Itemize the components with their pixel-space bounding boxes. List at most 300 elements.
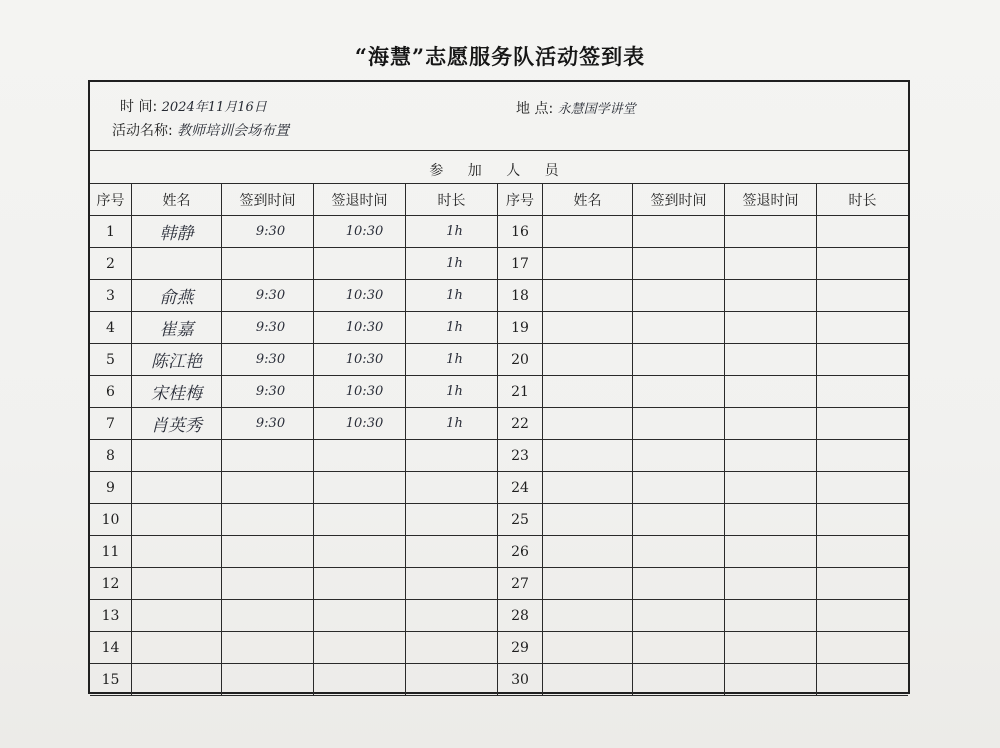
right-duration-value: [817, 408, 908, 439]
table-cell: [314, 440, 406, 472]
table-cell: [90, 504, 132, 536]
left-duration-value: 1h: [446, 224, 463, 239]
table-cell: [817, 248, 908, 280]
table-cell: [543, 632, 633, 664]
left-duration-value: 1h: [446, 384, 463, 399]
column-header-cell: [90, 184, 132, 216]
right-participant-name: [543, 280, 632, 311]
table-cell: [132, 536, 222, 568]
table-cell: [132, 632, 222, 664]
right-participant-name: [543, 440, 632, 471]
table-cell: [725, 568, 817, 600]
right-row-number: 20: [511, 351, 529, 368]
left-participant-name: [132, 248, 221, 279]
left-sign-in-time: 9:30: [255, 320, 286, 335]
table-cell: [314, 472, 406, 504]
table-cell: [633, 568, 725, 600]
table-cell: [222, 280, 314, 312]
right-duration-value: [817, 664, 908, 695]
table-cell: [725, 248, 817, 280]
right-row-number: 17: [511, 255, 529, 272]
table-cell: [633, 280, 725, 312]
table-cell: [222, 568, 314, 600]
left-duration-value: [406, 632, 497, 663]
table-cell: [406, 376, 498, 408]
table-cell: [725, 440, 817, 472]
right-participant-name: [543, 472, 632, 503]
table-cell: [314, 632, 406, 664]
table-cell: [90, 632, 132, 664]
right-sign-out-time: [725, 632, 816, 663]
column-header-cell: [498, 184, 543, 216]
table-cell: [222, 504, 314, 536]
left-sign-in-time: 9:30: [255, 416, 286, 431]
left-participant-name: 宋桂梅: [151, 384, 202, 404]
table-cell: [725, 376, 817, 408]
table-cell: [725, 632, 817, 664]
table-cell: [406, 280, 498, 312]
left-duration-value: [406, 536, 497, 567]
table-cell: [498, 344, 543, 376]
sheet-title: “海慧”志愿服务队活动签到表: [354, 44, 646, 69]
table-cell: [314, 408, 406, 440]
table-cell: [222, 344, 314, 376]
right-duration-header: 时长: [848, 192, 877, 209]
table-cell: [314, 376, 406, 408]
right-participant-name: [543, 216, 632, 247]
left-sign-out-time: 10:30: [345, 288, 384, 303]
table-cell: [222, 632, 314, 664]
table-cell: [543, 440, 633, 472]
right-participant-name: [543, 568, 632, 599]
table-cell: [90, 376, 132, 408]
table-cell: [543, 376, 633, 408]
table-cell: [222, 408, 314, 440]
left-participant-name: 韩静: [159, 224, 194, 244]
table-cell: [498, 440, 543, 472]
time-value: 2024年11月16日: [161, 100, 267, 115]
table-cell: [498, 248, 543, 280]
left-duration-value: 1h: [446, 416, 463, 431]
right-sign-in-time: [633, 216, 724, 247]
table-cell: [314, 344, 406, 376]
table-cell: [725, 216, 817, 248]
left-duration-value: 1h: [446, 320, 463, 335]
right-sign-out-time: [725, 568, 816, 599]
right-sign-out-time: [725, 312, 816, 343]
table-cell: [817, 664, 908, 696]
table-cell: [498, 504, 543, 536]
table-cell: [132, 440, 222, 472]
table-cell: [314, 248, 406, 280]
table-cell: [406, 568, 498, 600]
table-cell: [406, 344, 498, 376]
table-cell: [222, 536, 314, 568]
left-duration-value: [406, 664, 497, 695]
left-sign-in-time: [222, 440, 313, 471]
table-cell: [406, 504, 498, 536]
right-row-number: 21: [511, 383, 529, 400]
table-cell: [633, 600, 725, 632]
left-row-number: 2: [106, 255, 115, 272]
left-sign-in-time: [222, 536, 313, 567]
left-sign-in-time: 9:30: [255, 224, 286, 239]
left-sign-in-time: 9:30: [255, 288, 286, 303]
left-sign-in-time: [222, 248, 313, 279]
left-participant-name: [132, 536, 221, 567]
table-cell: [498, 632, 543, 664]
right-row-number: 24: [511, 479, 529, 496]
right-sign-out-time: [725, 600, 816, 631]
right-sign-in-time: [633, 312, 724, 343]
sign-in-table-frame: [88, 80, 910, 694]
location-label: 地 点:: [516, 101, 554, 117]
right-row-number: 30: [511, 671, 529, 688]
table-cell: [633, 472, 725, 504]
table-cell: [90, 568, 132, 600]
table-cell: [817, 472, 908, 504]
table-cell: [543, 664, 633, 696]
table-cell: [817, 376, 908, 408]
table-cell: [132, 664, 222, 696]
right-participant-name: [543, 664, 632, 695]
right-duration-value: [817, 248, 908, 279]
right-sign-out-time: [725, 504, 816, 535]
left-sign-out-time: 10:30: [345, 416, 384, 431]
right-sign-out-time-header: 签退时间: [742, 192, 799, 209]
table-cell: [132, 248, 222, 280]
left-participant-name: [132, 504, 221, 535]
left-participant-name: 崔嘉: [159, 320, 194, 340]
left-duration-value: [406, 440, 497, 471]
left-participant-name: 陈江艳: [151, 352, 202, 372]
left-participant-name: 肖英秀: [151, 416, 202, 436]
table-cell: [543, 568, 633, 600]
right-sign-in-time: [633, 280, 724, 311]
right-participant-name: [543, 600, 632, 631]
left-name-header: 姓名: [162, 192, 191, 209]
right-duration-value: [817, 440, 908, 471]
left-row-number: 14: [101, 639, 120, 656]
table-cell: [543, 312, 633, 344]
table-cell: [817, 504, 908, 536]
table-cell: [633, 376, 725, 408]
location-value: 永慧国学讲堂: [557, 102, 636, 117]
right-sign-in-time: [633, 600, 724, 631]
table-cell: [222, 312, 314, 344]
right-duration-value: [817, 568, 908, 599]
table-cell: [543, 472, 633, 504]
left-row-number: 5: [106, 351, 115, 368]
table-cell: [498, 536, 543, 568]
left-duration-value: 1h: [446, 288, 463, 303]
right-sign-in-time-header: 签到时间: [650, 192, 707, 209]
right-participant-name: [543, 504, 632, 535]
right-sign-in-time: [633, 536, 724, 567]
left-duration-value: 1h: [446, 352, 463, 367]
table-cell: [817, 440, 908, 472]
right-sign-in-time: [633, 248, 724, 279]
right-row-number: 25: [511, 511, 529, 528]
right-sign-in-time: [633, 472, 724, 503]
time-field: [120, 96, 267, 116]
column-header-cell: [633, 184, 725, 216]
table-cell: [725, 280, 817, 312]
table-cell: [725, 600, 817, 632]
column-header-cell: [725, 184, 817, 216]
left-participant-name: [132, 472, 221, 503]
left-participant-name: [132, 632, 221, 663]
column-header-cell: [543, 184, 633, 216]
table-cell: [132, 376, 222, 408]
right-sign-out-time: [725, 408, 816, 439]
participants-section-title: 参 加 人 员: [429, 163, 569, 179]
activity-value: 教师培训会场布置: [177, 123, 290, 139]
right-participant-name: [543, 632, 632, 663]
right-participant-name: [543, 376, 632, 407]
right-sign-in-time: [633, 664, 724, 695]
right-row-number: 29: [511, 639, 529, 656]
table-cell: [90, 664, 132, 696]
left-sign-out-time: [314, 664, 405, 695]
table-cell: [633, 248, 725, 280]
right-participant-name: [543, 312, 632, 343]
right-duration-value: [817, 312, 908, 343]
left-row-number: 15: [101, 671, 120, 688]
left-row-number: 4: [106, 319, 115, 336]
table-cell: [132, 280, 222, 312]
table-cell: [90, 472, 132, 504]
table-cell: [90, 280, 132, 312]
left-row-number: 8: [106, 447, 115, 464]
right-sign-in-time: [633, 344, 724, 375]
left-row-number: 13: [101, 607, 120, 624]
table-cell: [817, 568, 908, 600]
left-sign-out-time: [314, 440, 405, 471]
right-sign-in-time: [633, 376, 724, 407]
table-cell: [222, 376, 314, 408]
left-seq-header: 序号: [96, 192, 125, 209]
left-duration-value: [406, 504, 497, 535]
table-cell: [817, 632, 908, 664]
table-cell: [222, 664, 314, 696]
table-cell: [543, 504, 633, 536]
table-cell: [498, 216, 543, 248]
left-duration-value: 1h: [446, 256, 463, 271]
table-cell: [817, 536, 908, 568]
table-cell: [817, 216, 908, 248]
location-field: [516, 98, 636, 118]
left-sign-in-time: [222, 472, 313, 503]
left-duration-header: 时长: [437, 192, 466, 209]
right-sign-out-time: [725, 376, 816, 407]
table-cell: [406, 632, 498, 664]
right-sign-in-time: [633, 568, 724, 599]
table-cell: [132, 568, 222, 600]
right-duration-value: [817, 600, 908, 631]
table-cell: [633, 344, 725, 376]
table-cell: [406, 408, 498, 440]
table-cell: [498, 312, 543, 344]
left-sign-out-time: [314, 632, 405, 663]
table-cell: [725, 344, 817, 376]
left-sign-in-time-header: 签到时间: [239, 192, 296, 209]
left-participant-name: [132, 568, 221, 599]
right-sign-out-time: [725, 280, 816, 311]
right-sign-in-time: [633, 408, 724, 439]
right-sign-out-time: [725, 536, 816, 567]
table-cell: [498, 376, 543, 408]
table-cell: [406, 248, 498, 280]
table-cell: [406, 440, 498, 472]
left-sign-out-time: [314, 504, 405, 535]
right-duration-value: [817, 632, 908, 663]
table-cell: [498, 280, 543, 312]
right-row-number: 19: [511, 319, 529, 336]
right-participant-name: [543, 536, 632, 567]
table-cell: [314, 280, 406, 312]
right-row-number: 27: [511, 575, 529, 592]
table-cell: [498, 664, 543, 696]
right-duration-value: [817, 504, 908, 535]
table-cell: [725, 664, 817, 696]
left-sign-out-time: [314, 472, 405, 503]
right-participant-name: [543, 248, 632, 279]
table-cell: [543, 600, 633, 632]
left-duration-value: [406, 472, 497, 503]
table-cell: [222, 248, 314, 280]
table-cell: [132, 600, 222, 632]
table-cell: [633, 440, 725, 472]
right-row-number: 16: [511, 223, 529, 240]
table-cell: [314, 568, 406, 600]
table-cell: [817, 344, 908, 376]
table-cell: [633, 408, 725, 440]
table-cell: [543, 248, 633, 280]
left-sign-in-time: 9:30: [255, 384, 286, 399]
table-cell: [543, 408, 633, 440]
table-cell: [314, 664, 406, 696]
table-cell: [222, 472, 314, 504]
left-sign-out-time: [314, 600, 405, 631]
right-participant-name: [543, 408, 632, 439]
table-cell: [406, 472, 498, 504]
left-row-number: 3: [106, 287, 115, 304]
table-cell: [132, 504, 222, 536]
table-cell: [498, 600, 543, 632]
table-cell: [314, 312, 406, 344]
table-cell: [543, 280, 633, 312]
activity-field: [112, 120, 289, 140]
right-row-number: 23: [511, 447, 529, 464]
info-divider: [90, 150, 908, 151]
right-sign-out-time: [725, 440, 816, 471]
table-cell: [314, 216, 406, 248]
table-cell: [817, 408, 908, 440]
table-cell: [725, 312, 817, 344]
time-label: 时 间:: [120, 99, 158, 115]
right-sign-out-time: [725, 664, 816, 695]
left-row-number: 6: [106, 383, 115, 400]
left-participant-name: [132, 664, 221, 695]
table-cell: [90, 216, 132, 248]
right-sign-out-time: [725, 248, 816, 279]
right-duration-value: [817, 344, 908, 375]
column-header-cell: [406, 184, 498, 216]
left-sign-in-time: [222, 600, 313, 631]
table-cell: [725, 536, 817, 568]
column-header-cell: [222, 184, 314, 216]
table-cell: [132, 472, 222, 504]
table-cell: [498, 472, 543, 504]
table-cell: [90, 440, 132, 472]
left-sign-out-time: 10:30: [345, 384, 384, 399]
right-duration-value: [817, 376, 908, 407]
right-sign-out-time: [725, 216, 816, 247]
left-sign-out-time-header: 签退时间: [331, 192, 388, 209]
table-cell: [406, 600, 498, 632]
left-duration-value: [406, 600, 497, 631]
table-cell: [222, 216, 314, 248]
left-row-number: 7: [106, 415, 115, 432]
table-cell: [498, 568, 543, 600]
table-cell: [90, 600, 132, 632]
table-cell: [90, 248, 132, 280]
right-row-number: 18: [511, 287, 529, 304]
right-row-number: 28: [511, 607, 529, 624]
right-sign-in-time: [633, 440, 724, 471]
left-sign-in-time: [222, 568, 313, 599]
right-duration-value: [817, 216, 908, 247]
right-duration-value: [817, 280, 908, 311]
table-cell: [725, 472, 817, 504]
table-cell: [543, 216, 633, 248]
left-participant-name: [132, 440, 221, 471]
column-header-cell: [817, 184, 908, 216]
table-cell: [132, 216, 222, 248]
right-sign-in-time: [633, 504, 724, 535]
table-cell: [90, 344, 132, 376]
table-cell: [543, 536, 633, 568]
table-cell: [633, 312, 725, 344]
right-sign-in-time: [633, 632, 724, 663]
left-participant-name: 俞燕: [159, 288, 194, 308]
table-cell: [633, 536, 725, 568]
left-sign-out-time: [314, 568, 405, 599]
table-cell: [633, 664, 725, 696]
right-duration-value: [817, 472, 908, 503]
left-sign-out-time: 10:30: [345, 224, 384, 239]
left-sign-in-time: [222, 664, 313, 695]
table-cell: [633, 632, 725, 664]
table-cell: [543, 344, 633, 376]
right-row-number: 22: [511, 415, 529, 432]
table-cell: [90, 312, 132, 344]
table-cell: [406, 664, 498, 696]
right-name-header: 姓名: [573, 192, 602, 209]
right-participant-name: [543, 344, 632, 375]
table-cell: [406, 216, 498, 248]
left-sign-out-time: 10:30: [345, 320, 384, 335]
table-cell: [725, 408, 817, 440]
right-row-number: 26: [511, 543, 529, 560]
table-cell: [314, 504, 406, 536]
right-sign-out-time: [725, 472, 816, 503]
table-cell: [633, 504, 725, 536]
table-cell: [498, 408, 543, 440]
table-cell: [132, 312, 222, 344]
left-sign-in-time: [222, 504, 313, 535]
